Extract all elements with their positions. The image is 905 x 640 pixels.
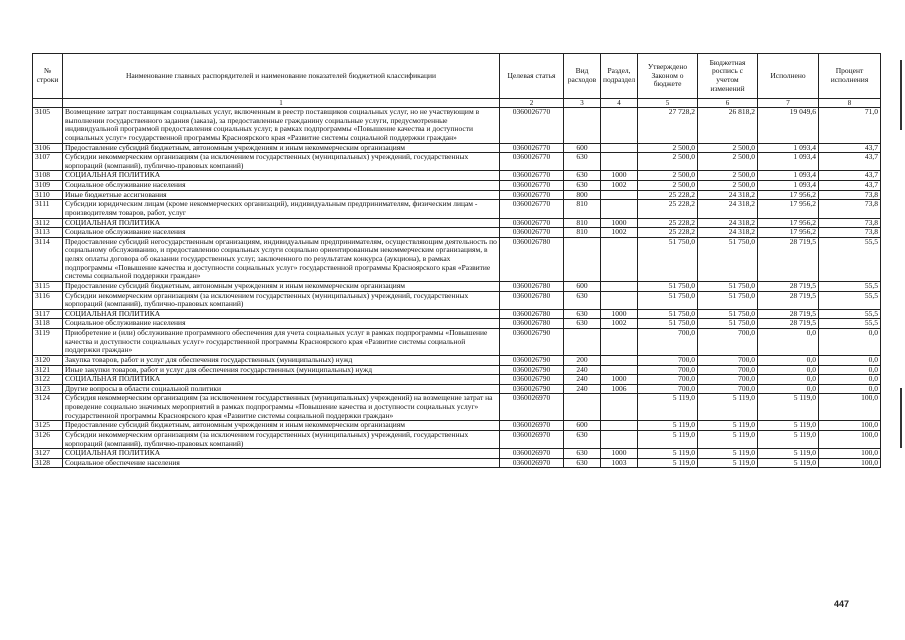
table-row [33,329,881,356]
header-section: Раздел, подраздел [601,54,638,99]
row-executed: 28 719,5 [758,291,819,309]
row-section [601,421,638,431]
row-percent: 71,0 [819,108,881,144]
row-section: 1003 [601,458,638,468]
header-row-no: № строки [33,54,63,99]
row-number: 3122 [33,375,63,385]
column-number: 7 [758,99,819,108]
row-number: 3107 [33,153,63,171]
header-row [33,54,881,99]
table-row [33,181,881,191]
row-name: Субсидии юридическим лицам (кроме некоммерческих организаций), индивидуальным предпринимателям, физическим лицам - производителям товаров, работ, услуг [63,200,500,218]
row-name: Социальное обслуживание населения [63,228,500,238]
row-budget-list: 2 500,0 [698,181,758,191]
row-budget-list: 700,0 [698,329,758,356]
table-row [33,375,881,385]
row-executed: 5 119,0 [758,430,819,448]
row-expense-type: 630 [564,449,601,459]
row-expense-type: 240 [564,365,601,375]
row-budget-list: 51 750,0 [698,309,758,319]
row-percent: 0,0 [819,384,881,394]
row-name: Иные бюджетные ассигнования [63,190,500,200]
row-target-article: 0360026770 [500,228,564,238]
row-section [601,430,638,448]
row-expense-type: 630 [564,309,601,319]
budget-table [32,53,881,468]
row-percent: 43,7 [819,181,881,191]
table-row [33,421,881,431]
row-approved: 25 228,2 [638,190,698,200]
row-budget-list: 5 119,0 [698,421,758,431]
row-budget-list: 2 500,0 [698,153,758,171]
row-section: 1000 [601,375,638,385]
row-target-article: 0360026790 [500,384,564,394]
row-percent: 43,7 [819,171,881,181]
column-number: 2 [500,99,564,108]
column-number: 5 [638,99,698,108]
row-approved: 2 500,0 [638,143,698,153]
column-number: 3 [564,99,601,108]
row-expense-type [564,108,601,144]
row-budget-list: 700,0 [698,375,758,385]
row-expense-type: 630 [564,291,601,309]
row-target-article: 0360026780 [500,309,564,319]
row-section: 1000 [601,309,638,319]
row-approved: 2 500,0 [638,181,698,191]
table-row [33,291,881,309]
table-row [33,430,881,448]
row-number: 3108 [33,171,63,181]
scan-edge-mark [900,388,902,448]
row-expense-type: 600 [564,281,601,291]
row-section [601,355,638,365]
row-section [601,153,638,171]
row-executed: 5 119,0 [758,421,819,431]
row-section: 1002 [601,181,638,191]
row-percent: 100,0 [819,449,881,459]
row-budget-list: 51 750,0 [698,281,758,291]
row-expense-type [564,329,601,356]
row-budget-list: 24 318,2 [698,200,758,218]
header-percent: Процент исполнения [819,54,881,99]
row-approved: 51 750,0 [638,319,698,329]
table-row [33,458,881,468]
table-row [33,143,881,153]
row-percent: 55,5 [819,291,881,309]
row-target-article: 0360026770 [500,108,564,144]
row-name: Предоставление субсидий бюджетным, автономным учреждениям и иным некоммерческим организациям [63,281,500,291]
row-section [601,143,638,153]
row-target-article: 0360026770 [500,153,564,171]
table-row [33,355,881,365]
row-expense-type: 200 [564,355,601,365]
row-name: Приобретение и (или) обслуживание программного обеспечения для учета социальных услуг в рамках подпрограммы «Повышение качества и доступности социальных услуг» государственной программы Красноярского края «Развитие системы социальной поддержки граждан» [63,329,500,356]
row-approved: 51 750,0 [638,291,698,309]
row-number: 3112 [33,218,63,228]
row-number: 3111 [33,200,63,218]
table-row [33,153,881,171]
scan-edge-mark [900,60,902,130]
row-percent: 100,0 [819,421,881,431]
row-target-article: 0360026780 [500,319,564,329]
row-expense-type: 810 [564,218,601,228]
row-executed: 19 049,6 [758,108,819,144]
row-expense-type: 600 [564,421,601,431]
row-budget-list: 2 500,0 [698,143,758,153]
row-section: 1000 [601,449,638,459]
header-name: Наименование главных распорядителей и наименование показателей бюджетной классификации [63,54,500,99]
row-budget-list: 51 750,0 [698,319,758,329]
row-section: 1002 [601,319,638,329]
row-budget-list: 24 318,2 [698,228,758,238]
row-section: 1006 [601,384,638,394]
row-name: СОЦИАЛЬНАЯ ПОЛИТИКА [63,449,500,459]
row-name: Субсидии некоммерческим организациям (за исключением государственных (муниципальных) учреждений, государственных корпораций (компаний), публично-правовых компаний) [63,430,500,448]
table-row [33,449,881,459]
row-name: СОЦИАЛЬНАЯ ПОЛИТИКА [63,218,500,228]
row-approved: 700,0 [638,384,698,394]
row-target-article: 0360026770 [500,218,564,228]
row-name: Социальное обслуживание населения [63,181,500,191]
row-budget-list: 51 750,0 [698,291,758,309]
table-row [33,171,881,181]
row-target-article: 0360026770 [500,200,564,218]
row-expense-type: 800 [564,190,601,200]
row-number: 3123 [33,384,63,394]
row-target-article: 0360026780 [500,237,564,281]
row-budget-list: 24 318,2 [698,218,758,228]
row-executed: 28 719,5 [758,319,819,329]
table-row [33,237,881,281]
row-approved: 5 119,0 [638,458,698,468]
row-percent: 73,8 [819,228,881,238]
row-name: СОЦИАЛЬНАЯ ПОЛИТИКА [63,375,500,385]
row-percent: 0,0 [819,375,881,385]
row-percent: 55,5 [819,237,881,281]
row-executed: 1 093,4 [758,143,819,153]
row-approved: 700,0 [638,375,698,385]
header-approved: Утверждено Законом о бюджете [638,54,698,99]
row-name: Иные закупки товаров, работ и услуг для обеспечения государственных (муниципальных) нужд [63,365,500,375]
row-approved: 700,0 [638,329,698,356]
row-approved: 2 500,0 [638,171,698,181]
row-budget-list: 5 119,0 [698,449,758,459]
row-percent: 100,0 [819,458,881,468]
row-executed: 5 119,0 [758,458,819,468]
row-section: 1002 [601,228,638,238]
row-target-article: 0360026970 [500,458,564,468]
table-row [33,281,881,291]
row-name: Предоставление субсидий негосударственным организациям, индивидуальным предпринимателям, осуществляющим деятельность по социальному обслуживанию, и предоставлению социальных услуги социально ориентированным некоммерческим организациям, в целях оплаты договора об оказании государственных услуг, заключенного по результатам конкурса (аукциона), в рамках подпрограммы «Повышение качества и доступности социальных услуг» государственной программы Красноярского края «Развитие системы социальной поддержки граждан» [63,237,500,281]
column-number-empty [33,99,63,108]
row-executed: 17 956,2 [758,228,819,238]
row-executed: 1 093,4 [758,171,819,181]
row-name: Закупка товаров, работ и услуг для обеспечения государственных (муниципальных) нужд [63,355,500,365]
row-target-article: 0360026790 [500,329,564,356]
row-percent: 43,7 [819,143,881,153]
budget-table-body [33,108,881,468]
table-row [33,384,881,394]
row-approved: 2 500,0 [638,153,698,171]
row-section: 1000 [601,171,638,181]
row-target-article: 0360026770 [500,181,564,191]
row-expense-type: 810 [564,228,601,238]
row-expense-type: 240 [564,384,601,394]
row-executed: 0,0 [758,329,819,356]
table-row [33,319,881,329]
row-percent: 100,0 [819,394,881,421]
table-row [33,218,881,228]
row-number: 3110 [33,190,63,200]
row-target-article: 0360026770 [500,143,564,153]
row-number: 3128 [33,458,63,468]
row-percent: 0,0 [819,355,881,365]
row-name: Предоставление субсидий бюджетным, автономным учреждениям и иным некоммерческим организациям [63,143,500,153]
row-expense-type: 630 [564,181,601,191]
column-number: 1 [63,99,500,108]
row-number: 3105 [33,108,63,144]
row-number: 3114 [33,237,63,281]
row-executed: 28 719,5 [758,309,819,319]
table-row [33,228,881,238]
row-executed: 17 956,2 [758,190,819,200]
row-executed: 5 119,0 [758,449,819,459]
row-expense-type [564,237,601,281]
row-percent: 55,5 [819,281,881,291]
row-executed: 17 956,2 [758,200,819,218]
row-expense-type: 630 [564,153,601,171]
row-section [601,281,638,291]
row-number: 3125 [33,421,63,431]
row-percent: 73,8 [819,200,881,218]
row-approved: 5 119,0 [638,394,698,421]
table-row [33,309,881,319]
row-number: 3120 [33,355,63,365]
row-budget-list: 700,0 [698,384,758,394]
row-section [601,394,638,421]
row-percent: 55,5 [819,309,881,319]
row-budget-list: 700,0 [698,355,758,365]
row-name: Предоставление субсидий бюджетным, автономным учреждениям и иным некоммерческим организациям [63,421,500,431]
row-target-article: 0360026770 [500,171,564,181]
column-number: 8 [819,99,881,108]
column-number: 6 [698,99,758,108]
row-section [601,365,638,375]
row-name: Субсидии некоммерческим организациям (за исключением государственных (муниципальных) учреждений, государственных корпораций (компаний), публично-правовых компаний) [63,153,500,171]
row-number: 3115 [33,281,63,291]
row-target-article: 0360026780 [500,291,564,309]
row-section [601,108,638,144]
row-approved: 51 750,0 [638,237,698,281]
row-budget-list: 5 119,0 [698,394,758,421]
row-number: 3106 [33,143,63,153]
row-name: Субсидии некоммерческим организациям (за исключением государственных (муниципальных) учреждений, государственных корпораций (компаний), публично-правовых компаний) [63,291,500,309]
row-percent: 0,0 [819,365,881,375]
table-row [33,365,881,375]
row-percent: 43,7 [819,153,881,171]
row-target-article: 0360026790 [500,375,564,385]
row-budget-list: 2 500,0 [698,171,758,181]
row-executed: 1 093,4 [758,153,819,171]
row-percent: 55,5 [819,319,881,329]
row-number: 3119 [33,329,63,356]
row-number: 3124 [33,394,63,421]
column-number-row [33,99,881,108]
row-executed: 1 093,4 [758,181,819,191]
row-executed: 5 119,0 [758,394,819,421]
row-number: 3113 [33,228,63,238]
row-name: Другие вопросы в области социальной политики [63,384,500,394]
header-budget-list: Бюджетная роспись с учетом изменений [698,54,758,99]
row-executed: 17 956,2 [758,218,819,228]
column-number: 4 [601,99,638,108]
row-percent: 0,0 [819,329,881,356]
row-expense-type: 630 [564,430,601,448]
row-approved: 27 728,2 [638,108,698,144]
row-percent: 73,8 [819,190,881,200]
table-row [33,394,881,421]
table-row [33,200,881,218]
row-target-article: 0360026790 [500,355,564,365]
row-executed: 0,0 [758,355,819,365]
row-executed: 28 719,5 [758,281,819,291]
header-exp-type: Вид расходов [564,54,601,99]
row-approved: 25 228,2 [638,200,698,218]
row-name: Субсидия некоммерческим организациям (за исключением государственных (муниципальных) учреждений) на возмещение затрат на проведение социально значимых мероприятий в рамках подпрограммы «Повышение качества и доступности социальных услуг» государственной программы Красноярского края «Развитие системы социальной поддержки граждан» [63,394,500,421]
row-approved: 51 750,0 [638,281,698,291]
row-budget-list: 24 318,2 [698,190,758,200]
row-target-article: 0360026970 [500,430,564,448]
row-target-article: 0360026780 [500,281,564,291]
table-row [33,108,881,144]
row-budget-list: 5 119,0 [698,458,758,468]
row-expense-type: 630 [564,458,601,468]
row-expense-type [564,394,601,421]
row-expense-type: 630 [564,171,601,181]
row-target-article: 0360026970 [500,394,564,421]
row-section: 1000 [601,218,638,228]
row-section [601,200,638,218]
row-number: 3109 [33,181,63,191]
row-section [601,237,638,281]
row-target-article: 0360026790 [500,365,564,375]
row-name: СОЦИАЛЬНАЯ ПОЛИТИКА [63,171,500,181]
row-number: 3127 [33,449,63,459]
row-number: 3126 [33,430,63,448]
row-number: 3118 [33,319,63,329]
row-budget-list: 5 119,0 [698,430,758,448]
row-approved: 700,0 [638,355,698,365]
row-number: 3121 [33,365,63,375]
row-name: Возмещение затрат поставщикам социальных услуг, включенным в реестр поставщиков социальных услуг, но не участвующим в выполнении государственного задания (заказа), за предоставленные гражданину социальные услуги, предусмотренные индивидуальной программой предоставления социальных услуг, в рамках подпрограммы «Повышение качества и доступности социальных услуг» государственной программы Красноярского края «Развитие системы социальной поддержки граждан» [63,108,500,144]
row-executed: 0,0 [758,375,819,385]
row-approved: 700,0 [638,365,698,375]
row-target-article: 0360026970 [500,449,564,459]
row-budget-list: 700,0 [698,365,758,375]
row-section [601,329,638,356]
row-approved: 25 228,2 [638,218,698,228]
table-row [33,190,881,200]
row-expense-type: 600 [564,143,601,153]
row-approved: 25 228,2 [638,228,698,238]
row-expense-type: 240 [564,375,601,385]
row-name: Социальное обслуживание населения [63,319,500,329]
row-percent: 100,0 [819,430,881,448]
row-expense-type: 630 [564,319,601,329]
header-executed: Исполнено [758,54,819,99]
row-number: 3117 [33,309,63,319]
header-target: Целевая статья [500,54,564,99]
row-target-article: 0360026970 [500,421,564,431]
page-number: 447 [834,599,850,609]
row-number: 3116 [33,291,63,309]
row-section [601,291,638,309]
row-target-article: 0360026770 [500,190,564,200]
row-budget-list: 26 818,2 [698,108,758,144]
row-executed: 0,0 [758,365,819,375]
row-name: Социальное обеспечение населения [63,458,500,468]
row-budget-list: 51 750,0 [698,237,758,281]
row-approved: 51 750,0 [638,309,698,319]
row-approved: 5 119,0 [638,421,698,431]
row-approved: 5 119,0 [638,430,698,448]
row-executed: 28 719,5 [758,237,819,281]
row-name: СОЦИАЛЬНАЯ ПОЛИТИКА [63,309,500,319]
row-expense-type: 810 [564,200,601,218]
row-executed: 0,0 [758,384,819,394]
row-approved: 5 119,0 [638,449,698,459]
row-section [601,190,638,200]
row-percent: 73,8 [819,218,881,228]
